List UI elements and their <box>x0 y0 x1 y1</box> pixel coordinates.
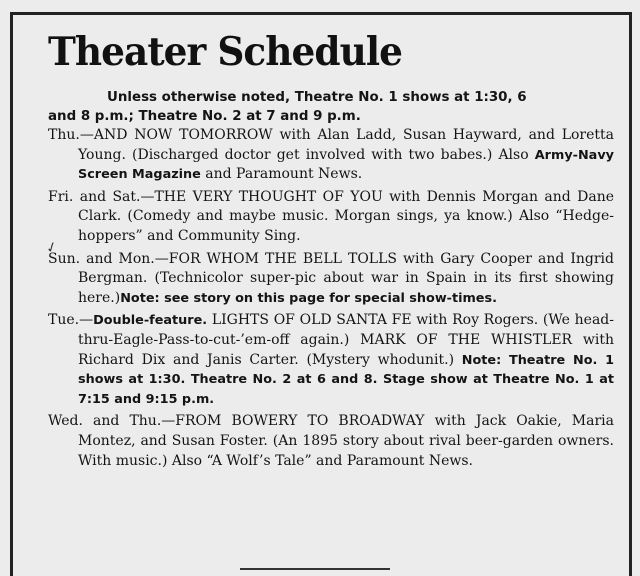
entry-film: FOR WHOM THE BELL TOLLS <box>168 250 397 267</box>
entry-day: Thu.— <box>48 127 94 143</box>
schedule-entry <box>48 250 614 309</box>
entry-day: Tue.— <box>48 312 94 329</box>
entry-day: Sun. and Mon.— <box>48 250 169 267</box>
divider <box>240 568 390 570</box>
entry-text: with Gary Cooper and Ingrid Bergman. (Technicolor super-pic about war in Spain in its first showing here.) <box>78 250 615 306</box>
schedule-entry <box>48 126 614 185</box>
intro-line-1: Unless otherwise noted, Theatre No. 1 shows at 1:30, 6 <box>107 90 527 105</box>
entry-film: FROM BOWERY TO BROADWAY <box>175 413 425 430</box>
entry-text: with Alan Ladd, Susan Hayward, and Loretta Young. (Discharged doctor get involved with two babes.) Also <box>78 127 615 163</box>
entry-bold-text: Note: Theatre No. 1 shows at 1:30. Theatre No. 2 at 6 and 8. Stage show at Theatre No. 1 at 7:15 and 9:15 p.m. <box>78 352 615 407</box>
entry-film: LIGHTS OF OLD SANTA FE <box>207 312 412 329</box>
entry-bold-text: Note: see story on this page for special show-times. <box>120 290 497 306</box>
entry-day: Wed. and Thu.— <box>48 413 176 430</box>
schedule-entry <box>48 412 614 471</box>
entry-day-bold: Double-feature. <box>93 313 208 329</box>
entry-text-tail: and Paramount News. <box>200 166 363 183</box>
entry-day: Fri. and Sat.— <box>48 188 155 205</box>
intro-line-2: and 8 p.m.; Theatre No. 2 at 7 and 9 p.m. <box>48 109 361 124</box>
schedule-entry <box>48 188 614 247</box>
checkmark-icon: ✓ <box>43 238 61 258</box>
entry-film: AND NOW TOMORROW <box>93 127 273 143</box>
entry-text: with Roy Rogers. (We head-thru-Eagle-Pass-to-cut-’em-off again.) MARK OF THE WHISTLER with Richard Dix and Janis Carter. (Mystery whodunit.) <box>78 312 614 368</box>
entry-bold-text: Army-Navy Screen Magazine <box>78 147 614 183</box>
schedule-entry <box>48 311 614 409</box>
entry-text: with Dennis Morgan and Dane Clark. (Comedy and maybe music. Morgan sings, ya know.) Also “Hedge-hoppers” and Community Sing. <box>78 188 614 244</box>
entry-text: with Jack Oakie, Maria Montez, and Susan Foster. (An 1895 story about rival beer-garden owners. With music.) Also “A Wolf’s Tale” and Paramount News. <box>78 413 615 469</box>
schedule-list <box>48 126 614 474</box>
page-title: Theater Schedule <box>48 29 402 75</box>
entry-film: THE VERY THOUGHT OF YOU <box>154 188 383 205</box>
